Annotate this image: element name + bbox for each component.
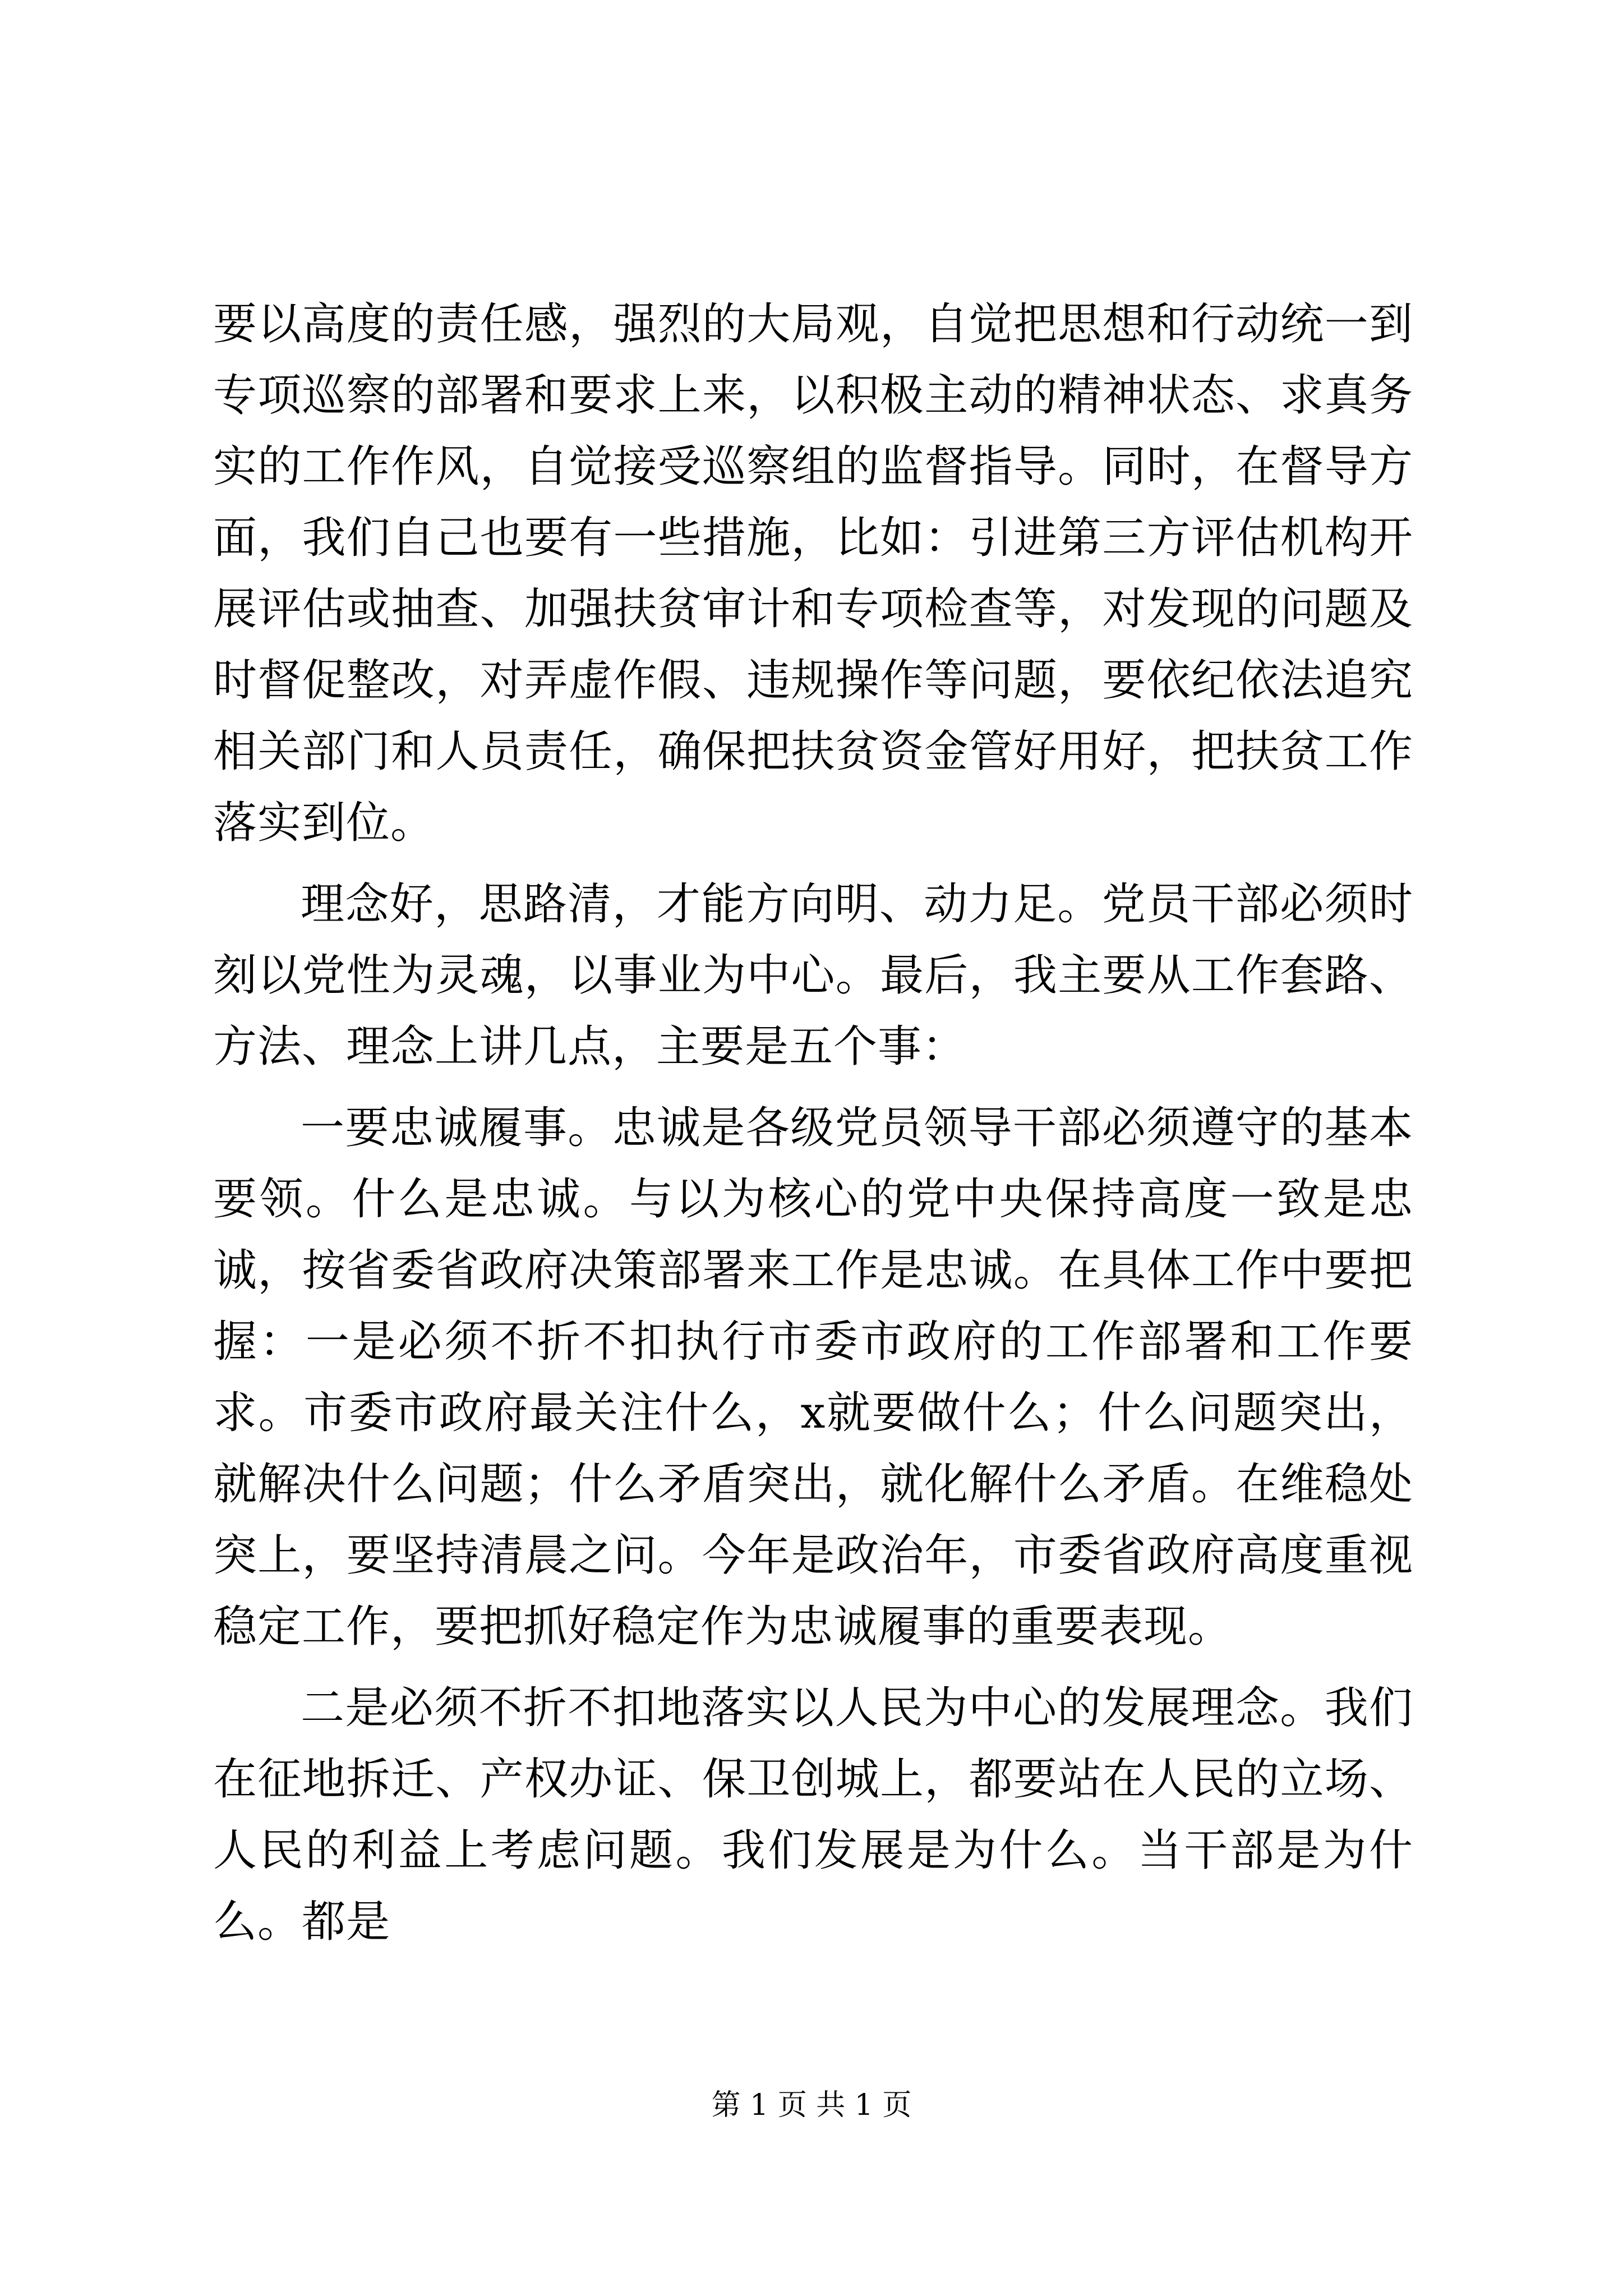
paragraph-1: 要以高度的责任感，强烈的大局观，自觉把思想和行动统一到专项巡察的部署和要求上来，以积极主动的精神状态、求真务实的工作作风，自觉接受巡察组的监督指导。同时，在督导方面，我们自己也要有一些措施，比如：引进第三方评估机构开展评估或抽查、加强扶贫审计和专项检查等，对发现的问题及时督促整改，对弄虚作假、违规操作等问题，要依纪依法追究相关部门和人员责任，确保把扶贫资金管好用好，把扶贫工作落实到位。 [213, 299, 1413, 848]
paragraph-4: 二是必须不折不扣地落实以人民为中心的发展理念。我们在征地拆迁、产权办证、保卫创城上，都要站在人民的立场、人民的利益上考虑问题。我们发展是为什么。当干部是为什么。都是 [213, 1683, 1413, 1947]
paragraph-3: 一要忠诚履事。忠诚是各级党员领导干部必须遵守的基本要领。什么是忠诚。与以为核心的党中央保持高度一致是忠诚，按省委省政府决策部署来工作是忠诚。在具体工作中要把握：一是必须不折不扣执行市委市政府的工作部署和工作要求。市委市政府最关注什么，x就要做什么；什么问题突出，就解决什么问题；什么矛盾突出，就化解什么矛盾。在维稳处突上，要坚持清晨之问。今年是政治年，市委省政府高度重视稳定工作，要把抓好稳定作为忠诚履事的重要表现。 [213, 1103, 1413, 1652]
paragraph-2: 理念好，思路清，才能方向明、动力足。党员干部必须时刻以党性为灵魂，以事业为中心。最后，我主要从工作套路、方法、理念上讲几点，主要是五个事： [213, 879, 1413, 1072]
body-text [213, 289, 1413, 1958]
page-footer: 第 1 页 共 1 页 [711, 2088, 912, 2122]
